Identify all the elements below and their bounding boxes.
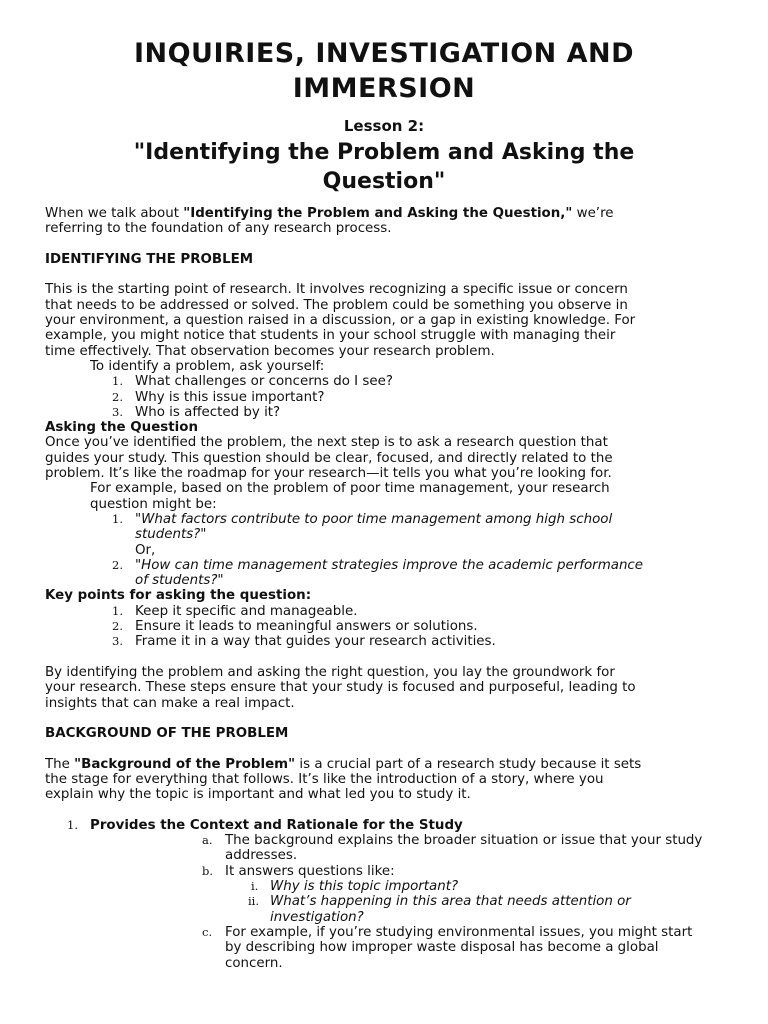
list-number: 3. [112, 634, 123, 649]
list-item-text: Why is this issue important? [135, 389, 325, 405]
background-lead: The [45, 756, 75, 772]
subtitle-line-2: Question" [322, 169, 446, 194]
intro-line-2: referring to the foundation of any research process. [45, 221, 392, 237]
title-line-2: IMMERSION [292, 73, 476, 104]
list-number: 1. [67, 817, 78, 832]
list-item [45, 818, 725, 833]
list-roman: i. [251, 879, 259, 894]
example-question-line: of students?" [135, 573, 224, 589]
closing-line: By identifying the problem and asking the right question, you lay the groundwork for [45, 664, 615, 680]
section1-para-line: example, you might notice that students in your school struggle with managing their [45, 328, 616, 344]
list-item [45, 619, 725, 634]
list-number: 1. [112, 603, 123, 618]
example-questions-list-2 [45, 558, 725, 589]
closing-line: insights that can make a real impact. [45, 695, 295, 711]
section2-para-line: guides your study. This question should be clear, focused, and directly related to the [45, 450, 613, 466]
section1-para-line: time effectively. That observation becomes your research problem. [45, 343, 495, 359]
ask-yourself-list [45, 374, 725, 420]
example-question-line: "What factors contribute to poor time management among high school [135, 511, 613, 527]
list-item-text: What’s happening in this area that needs attention or [270, 894, 631, 910]
example-intro-line: question might be: [90, 496, 217, 512]
list-number: 2. [112, 389, 123, 404]
list-item [45, 864, 725, 879]
background-para-line: explain why the topic is important and what led you to study it. [45, 787, 471, 803]
list-item [45, 405, 725, 420]
section-heading-identifying: IDENTIFYING THE PROBLEM [45, 251, 254, 267]
list-item [45, 833, 725, 864]
list-item [45, 925, 725, 971]
list-item-text: The background explains the broader situation or issue that your study [225, 833, 703, 849]
list-item-text: concern. [225, 955, 283, 971]
example-intro-line: For example, based on the problem of poor time management, your research [90, 481, 610, 497]
background-para-first-line [45, 757, 725, 772]
list-item-text: It answers questions like: [225, 863, 395, 879]
section1-para-line: This is the starting point of research. It involves recognizing a specific issue or concern [45, 282, 628, 298]
intro-lead: When we talk about [45, 206, 184, 221]
title-line-1: INQUIRIES, INVESTIGATION AND [133, 38, 635, 69]
list-letter: b. [202, 863, 214, 878]
intro-tail: we’re [572, 206, 614, 221]
list-number: 2. [112, 619, 123, 634]
list-item-text: Who is affected by it? [135, 404, 281, 420]
intro-paragraph [45, 206, 725, 221]
or-text: Or, [135, 542, 156, 558]
section-heading-background: BACKGROUND OF THE PROBLEM [45, 726, 289, 742]
example-question-line: students?" [135, 527, 207, 543]
section1-para-line: that needs to be addressed or solved. The problem could be something you observe in [45, 297, 628, 313]
list-item [45, 390, 725, 405]
list-item [45, 512, 725, 543]
section2-para-line: Once you’ve identified the problem, the next step is to ask a research question that [45, 435, 608, 451]
section-heading-asking: Asking the Question [45, 420, 198, 436]
document-title [0, 36, 768, 106]
list-item-text: by describing how improper waste disposal has become a global [225, 940, 659, 956]
example-questions-list [45, 512, 725, 543]
background-para-line: the stage for everything that follows. It’s like the introduction of a story, where you [45, 771, 604, 787]
background-bold: "Background of the Problem" [74, 756, 296, 772]
list-item-text: addresses. [225, 848, 298, 864]
intro-bold: "Identifying the Problem and Asking the Question," [183, 206, 573, 221]
section2-para-line: problem. It’s like the roadmap for your research—it tells you what you’re looking for. [45, 466, 612, 482]
background-item-heading: Provides the Context and Rationale for the Study [90, 817, 463, 833]
key-points-list [45, 604, 725, 650]
list-item [45, 374, 725, 389]
list-number: 1. [112, 374, 123, 389]
background-tail: is a crucial part of a research study because it sets [295, 756, 642, 772]
example-question-line: "How can time management strategies improve the academic performance [135, 557, 644, 573]
list-number: 2. [112, 557, 123, 572]
list-item-text: What challenges or concerns do I see? [135, 374, 393, 390]
list-item [45, 604, 725, 619]
list-letter: a. [202, 833, 213, 848]
list-roman: ii. [248, 894, 260, 909]
list-item [45, 879, 725, 894]
list-item-text: Ensure it leads to meaningful answers or solutions. [135, 619, 478, 635]
list-item [45, 558, 725, 589]
section1-para-line: your environment, a question raised in a discussion, or a gap in existing knowledge. For [45, 313, 636, 329]
list-letter: c. [202, 924, 213, 939]
document-body [45, 206, 725, 971]
subtitle-line-1: "Identifying the Problem and Asking the [133, 140, 635, 165]
list-item [45, 634, 725, 649]
lesson-label: Lesson 2: [343, 117, 425, 135]
background-list [45, 818, 725, 971]
section-heading-key-points: Key points for asking the question: [45, 588, 312, 604]
list-item-text: Why is this topic important? [270, 879, 459, 895]
list-item-text: Keep it specific and manageable. [135, 603, 358, 619]
list-number: 3. [112, 404, 123, 419]
closing-line: your research. These steps ensure that your study is focused and purposeful, leading to [45, 680, 636, 696]
list-item-text: Frame it in a way that guides your research activities. [135, 634, 496, 650]
list-item [45, 894, 725, 925]
list-number: 1. [112, 511, 123, 526]
lesson-subtitle [0, 138, 768, 196]
ask-yourself-intro: To identify a problem, ask yourself: [90, 358, 325, 374]
list-item-text: For example, if you’re studying environmental issues, you might start [225, 924, 693, 940]
list-item-text: investigation? [270, 909, 364, 925]
